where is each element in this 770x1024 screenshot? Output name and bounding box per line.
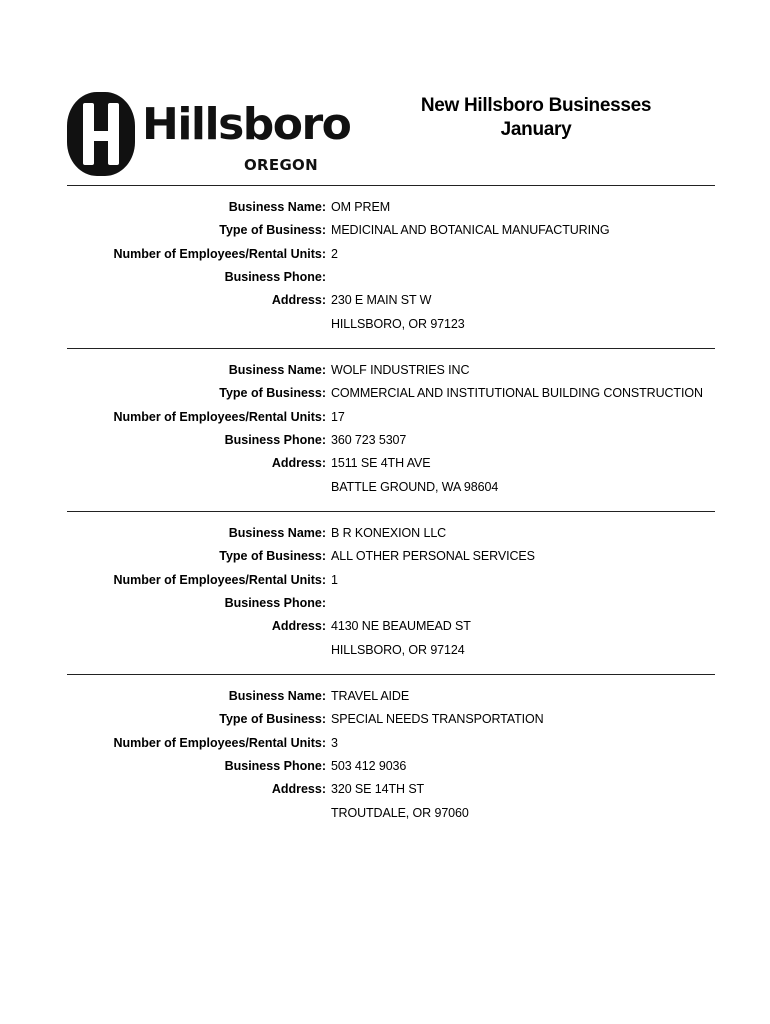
- business-type-label: Type of Business:: [219, 712, 326, 726]
- employees-value: 2: [331, 247, 338, 261]
- phone-label: Business Phone:: [224, 596, 326, 610]
- business-type-value: MEDICINAL AND BOTANICAL MANUFACTURING: [331, 223, 610, 237]
- divider-rule: [67, 674, 715, 675]
- address-line1: 230 E MAIN ST W: [331, 293, 432, 307]
- hillsboro-h-logo-icon: [66, 91, 136, 177]
- address-line1: 320 SE 14TH ST: [331, 782, 425, 796]
- address-label: Address:: [271, 619, 326, 633]
- business-type-label: Type of Business:: [219, 549, 326, 563]
- phone-label: Business Phone:: [224, 433, 326, 447]
- phone-row: [0, 756, 770, 776]
- address-line1: 1511 SE 4TH AVE: [331, 456, 431, 470]
- address-label: Address:: [271, 782, 326, 796]
- business-name-row: [0, 197, 770, 217]
- employees-label: Number of Employees/Rental Units:: [113, 410, 326, 424]
- logo-wordmark: Hillsboro: [142, 99, 351, 150]
- employees-row: [0, 244, 770, 264]
- address-row: [0, 779, 770, 799]
- address-line2: HILLSBORO, OR 97123: [331, 317, 465, 331]
- address-line1: 4130 NE BEAUMEAD ST: [331, 619, 471, 633]
- employees-value: 17: [331, 410, 345, 424]
- phone-label: Business Phone:: [224, 759, 326, 773]
- business-name-value: WOLF INDUSTRIES INC: [331, 363, 470, 377]
- business-name-value: B R KONEXION LLC: [331, 526, 447, 540]
- business-type-row: [0, 383, 770, 403]
- employees-label: Number of Employees/Rental Units:: [113, 573, 326, 587]
- employees-row: [0, 733, 770, 753]
- business-name-label: Business Name:: [228, 526, 326, 540]
- address-label: Address:: [271, 456, 326, 470]
- business-name-row: [0, 523, 770, 543]
- divider-rule: [67, 511, 715, 512]
- business-name-value: TRAVEL AIDE: [331, 689, 410, 703]
- address-row: [0, 290, 770, 310]
- business-name-row: [0, 360, 770, 380]
- business-type-value: ALL OTHER PERSONAL SERVICES: [331, 549, 535, 563]
- employees-label: Number of Employees/Rental Units:: [113, 247, 326, 261]
- business-type-row: [0, 220, 770, 240]
- hillsboro-logo: [66, 91, 351, 181]
- address-row-2: [0, 640, 770, 660]
- business-type-row: [0, 709, 770, 729]
- business-type-value: SPECIAL NEEDS TRANSPORTATION: [331, 712, 544, 726]
- phone-value: 503 412 9036: [331, 759, 407, 773]
- page-title-line1: New Hillsboro Businesses: [420, 95, 652, 116]
- employees-label: Number of Employees/Rental Units:: [113, 736, 326, 750]
- business-type-value: COMMERCIAL AND INSTITUTIONAL BUILDING CONSTRUCTION: [331, 386, 703, 400]
- business-type-label: Type of Business:: [219, 386, 326, 400]
- employees-value: 3: [331, 736, 338, 750]
- business-type-row: [0, 546, 770, 566]
- employees-row: [0, 570, 770, 590]
- phone-label: Business Phone:: [224, 270, 326, 284]
- phone-row: [0, 430, 770, 450]
- address-row-2: [0, 314, 770, 334]
- address-row: [0, 616, 770, 636]
- address-row-2: [0, 803, 770, 823]
- phone-row: [0, 593, 770, 613]
- business-name-row: [0, 686, 770, 706]
- phone-value: 360 723 5307: [331, 433, 407, 447]
- business-name-label: Business Name:: [228, 363, 326, 377]
- phone-row: [0, 267, 770, 287]
- address-row-2: [0, 477, 770, 497]
- business-type-label: Type of Business:: [219, 223, 326, 237]
- logo-subtitle: OREGON: [244, 156, 318, 174]
- business-name-label: Business Name:: [228, 689, 326, 703]
- address-line2: TROUTDALE, OR 97060: [331, 806, 469, 820]
- address-label: Address:: [271, 293, 326, 307]
- page-title: [372, 94, 700, 142]
- employees-row: [0, 407, 770, 427]
- business-name-value: OM PREM: [331, 200, 391, 214]
- divider-rule: [67, 348, 715, 349]
- business-name-label: Business Name:: [228, 200, 326, 214]
- employees-value: 1: [331, 573, 338, 587]
- divider-rule: [67, 185, 715, 186]
- address-line2: BATTLE GROUND, WA 98604: [331, 480, 499, 494]
- page-title-line2: January: [500, 119, 572, 140]
- address-row: [0, 453, 770, 473]
- address-line2: HILLSBORO, OR 97124: [331, 643, 465, 657]
